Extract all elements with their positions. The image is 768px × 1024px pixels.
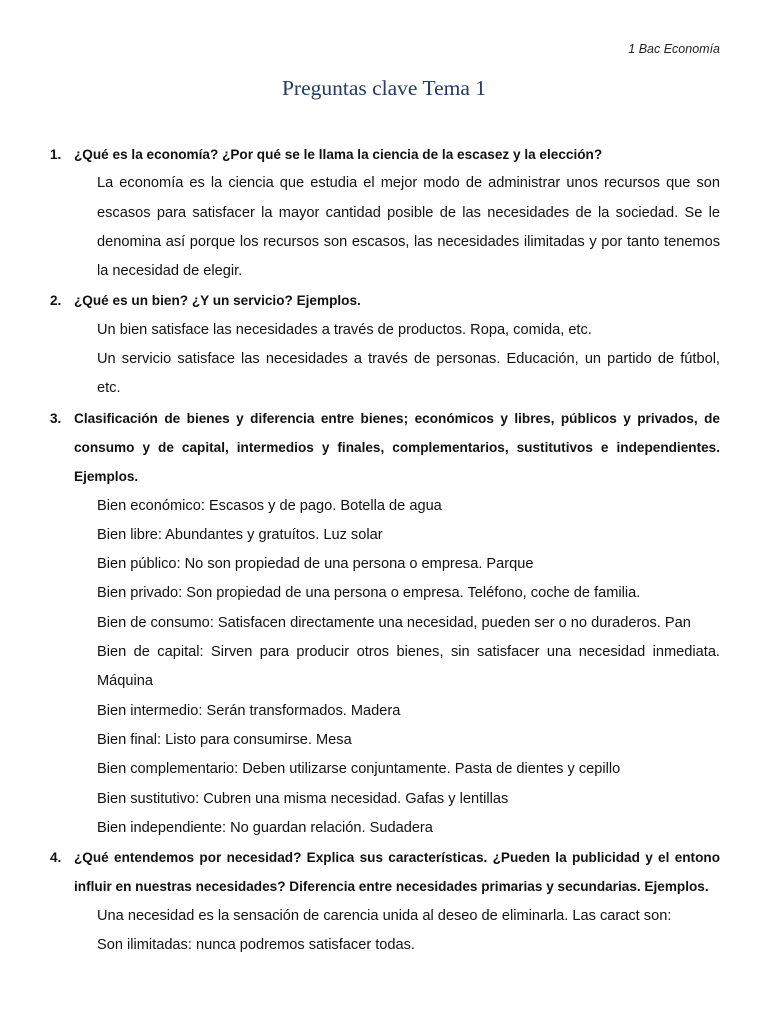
answer-paragraph: Un servicio satisface las necesidades a través de personas. Educación, un partido de fútbol, etc. bbox=[97, 351, 720, 397]
answer-paragraph: Bien de consumo: Satisfacen directamente una necesidad, pueden ser o no duraderos. Pan bbox=[97, 614, 691, 631]
question-4 bbox=[50, 843, 720, 902]
answer-paragraph: Bien complementario: Deben utilizarse conjuntamente. Pasta de dientes y cepillo bbox=[97, 761, 621, 778]
answer-paragraph: La economía es la ciencia que estudia el mejor modo de administrar unos recursos que son escasos para satisfacer la mayor cantidad posible de las necesidades de la sociedad. Se le denomina así porque los recursos son escasos, las necesidades ilimitadas y por tanto tenemos la necesidad de elegir. bbox=[97, 175, 720, 280]
question-text: ¿Qué es un bien? ¿Y un servicio? Ejemplos. bbox=[74, 293, 361, 309]
question-number: 4. bbox=[50, 850, 62, 866]
questions-list bbox=[50, 140, 720, 960]
question-text: Clasificación de bienes y diferencia entre bienes; económicos y libres, públicos y privados, de consumo y de capital, intermedios y finales, complementarios, sustitutivos e independientes. Ejemplos. bbox=[74, 410, 720, 485]
question-1 bbox=[50, 140, 720, 169]
question-text: ¿Qué entendemos por necesidad? Explica sus características. ¿Pueden la publicidad y el entono influir en nuestras necesidades? Diferencia entre necesidades primarias y secundarias. Ejemplos. bbox=[74, 850, 720, 895]
question-number: 1. bbox=[50, 147, 62, 162]
answer-paragraph: Bien privado: Son propiedad de una persona o empresa. Teléfono, coche de familia. bbox=[97, 585, 641, 602]
answer-paragraph: Bien intermedio: Serán transformados. Madera bbox=[97, 702, 401, 719]
question-3 bbox=[50, 404, 720, 492]
answer-paragraph: Bien independiente: No guardan relación. Sudadera bbox=[97, 819, 433, 836]
question-2 bbox=[50, 286, 720, 315]
answer-paragraph: Bien libre: Abundantes y gratuítos. Luz solar bbox=[97, 526, 383, 543]
document-title: Preguntas clave Tema 1 bbox=[281, 76, 487, 100]
question-number: 2. bbox=[50, 293, 62, 309]
header-note: 1 Bac Economía bbox=[628, 42, 720, 56]
answer-paragraph: Una necesidad es la sensación de carencia unida al deseo de eliminarla. Las caract son: bbox=[97, 907, 672, 924]
answer-paragraph: Bien económico: Escasos y de pago. Botella de agua bbox=[97, 497, 442, 514]
question-number: 3. bbox=[50, 410, 62, 426]
answer-paragraph: Bien público: No son propiedad de una persona o empresa. Parque bbox=[97, 556, 534, 573]
answer-paragraph: Son ilimitadas: nunca podremos satisfacer todas. bbox=[97, 937, 415, 954]
answer-paragraph: Bien de capital: Sirven para producir otros bienes, sin satisfacer una necesidad inmediata. Máquina bbox=[97, 644, 720, 690]
answer-paragraph: Un bien satisface las necesidades a través de productos. Ropa, comida, etc. bbox=[97, 321, 592, 338]
answer-paragraph: Bien final: Listo para consumirse. Mesa bbox=[97, 731, 352, 748]
answer-paragraph: Bien sustitutivo: Cubren una misma necesidad. Gafas y lentillas bbox=[97, 790, 509, 807]
question-text: ¿Qué es la economía? ¿Por qué se le llama la ciencia de la escasez y la elección? bbox=[74, 147, 603, 162]
